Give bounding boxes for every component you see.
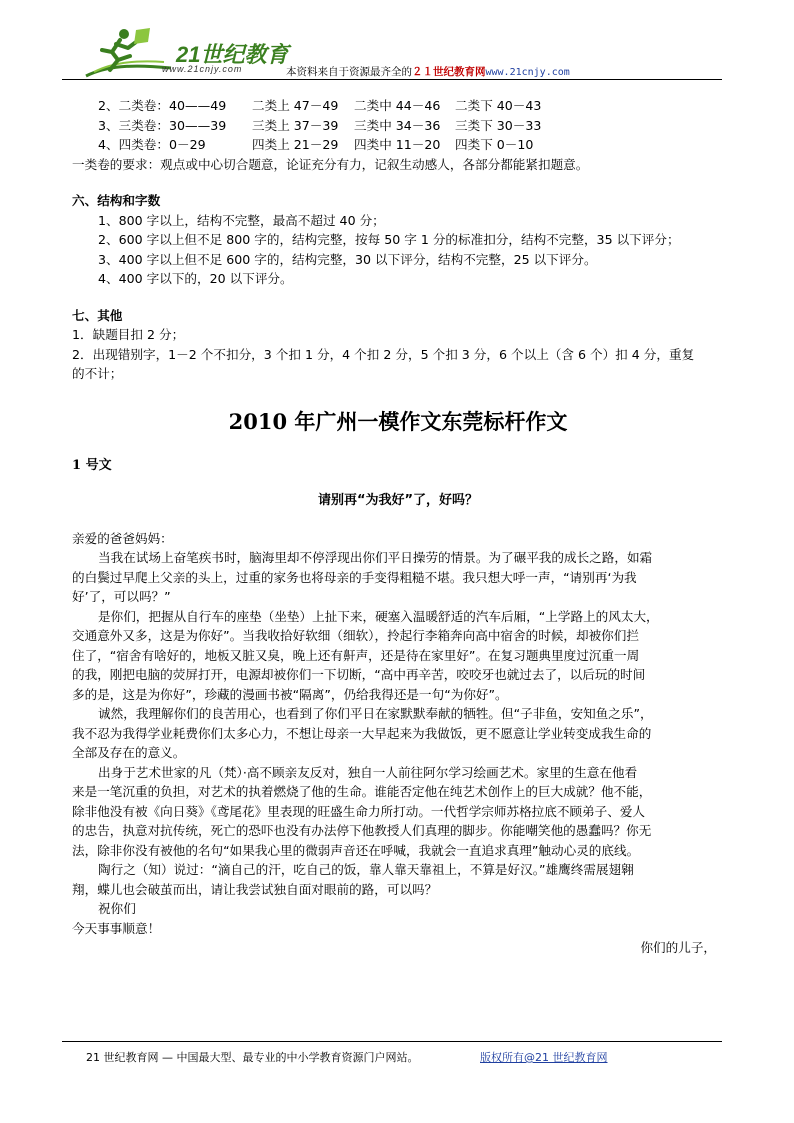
score-lower: 四类下 0－10	[455, 137, 534, 152]
salutation: 亲爱的爸爸妈妈：	[72, 530, 173, 546]
section7-item: 2．出现错别字，1－2 个不扣分，3 个扣 1 分，4 个扣 2 分，5 个扣 3 分，6 个以上（含 6 个）扣 4 分，重复	[72, 346, 695, 362]
essay-line: 我不忍为我得学业耗费你们太多心力，不想让母亲一大早起来为我做饭，更不愿意让学业转变成我生命的	[72, 725, 652, 741]
essay-line: 诚然，我理解你们的良苦用心，也看到了你们平日在家默默奉献的牺牲。但“子非鱼，安知鱼之乐”，	[98, 706, 653, 721]
essay-line: 今天事事顺意！	[72, 920, 161, 936]
essay-line: 好’了，可以吗？”	[72, 589, 171, 604]
essay-line: 陶行之（知）说过：“滴自己的汗，吃自己的饭，靠人靠天靠祖上，不算是好汉。”雄鹰终需展翅翱	[98, 862, 634, 877]
essay-line: 法，除非你没有被他的名句“如果我心里的微弱声音还在呼喊，我就会一直追求真理”触动心灵的底线。	[72, 842, 640, 858]
essay-line: 出身于艺术世家的凡（梵）·高不顾亲友反对，独自一人前往阿尔学习绘画艺术。家里的生意在他看	[98, 764, 638, 780]
footer-divider	[62, 1041, 722, 1042]
section7-heading: 七、其他	[72, 307, 123, 323]
section7-item: 的不计；	[72, 366, 123, 381]
score-middle: 四类中 11－20	[354, 137, 441, 152]
section6-heading: 六、结构和字数	[72, 193, 161, 208]
essay-line: 多的是，这是为你好”，珍藏的漫画书被“隔离”，仍给我得还是一句“为你好”。	[72, 686, 508, 702]
essay-line: 祝你们	[98, 901, 136, 916]
score-row	[72, 96, 724, 116]
footer-text: 21 世纪教育网 — 中国最大型、最专业的中小学教育资源门户网站。	[86, 1051, 419, 1064]
essay-line: 住了，“宿舍有啥好的，地板又脏又臭，晚上还有鼾声，还是待在家里好”。在复习题典里度过沉重一周	[72, 647, 640, 663]
essay-line: 交通意外又多，这是为你好”。当我收拾好软细（细软），拎起行李箱奔向高中宿舍的时候，却被你们拦	[72, 628, 639, 643]
score-grade: 3、三类卷：30——39	[98, 117, 227, 133]
signature: 你们的儿子，	[640, 940, 716, 955]
essay-line: 的白鬓过早爬上父亲的头上，过重的家务也将母亲的手变得粗糙不堪。我只想大呼一声，“请别再‘为我	[72, 569, 637, 585]
score-upper: 四类上 21－29	[252, 137, 339, 152]
essay-line: 当我在试场上奋笔疾书时，脑海里却不停浮现出你们平日操劳的情景。为了碾平我的成长之路，如霜	[98, 550, 653, 565]
score-lower: 二类下 40－43	[455, 98, 542, 113]
logo-name: 21世纪教育	[176, 42, 289, 67]
section7-item: 1．缺题目扣 2 分；	[72, 327, 185, 342]
essay-line: 除非他没有被《向日葵》《鸢尾花》里表现的旺盛生命力所打动。一代哲学宗师苏格拉底不顾弟子、爱人	[72, 803, 646, 819]
class1-requirement: 一类卷的要求：观点或中心切合题意，论证充分有力，记叙生动感人，各部分都能紧扣题意。	[72, 156, 589, 172]
essay-line: 的我，刚把电脑的荧屏打开，电源却被你们一下切断，“高中再辛苦，咬咬牙也就过去了，以后玩的时间	[72, 667, 646, 682]
essay-line: 翔，蝶儿也会破茧而出，请让我尝试独自面对眼前的路，可以吗？	[72, 881, 438, 897]
main-title: 2010 年广州一模作文东莞标杆作文	[228, 408, 568, 434]
score-grade: 2、二类卷：40——49	[98, 98, 227, 113]
score-grade: 4、四类卷：0－29	[98, 137, 206, 152]
essay-title: 请别再“为我好”了，好吗？	[317, 493, 479, 508]
score-middle: 三类中 34－36	[354, 117, 441, 133]
essay-line: 的忠告，执意对抗传统，死亡的恐吓也没有办法停下他教授人们真理的脚步。你能嘲笑他的愚蠢吗？你无	[72, 823, 652, 838]
score-row	[72, 116, 724, 136]
score-middle: 二类中 44－46	[354, 98, 441, 113]
header-prefix: 本资料来自于资源最齐全的	[286, 66, 412, 78]
page-footer	[86, 1049, 608, 1065]
score-row	[72, 135, 724, 155]
logo-url: www.21cnjy.com	[162, 64, 243, 74]
score-lower: 三类下 30－33	[455, 117, 542, 133]
essay-line: 来是一笔沉重的负担，对艺术的执着燃烧了他的生命。谁能否定他在纯艺术创作上的巨大成就？他不能，	[72, 784, 652, 799]
score-upper: 二类上 47－49	[252, 98, 339, 113]
score-upper: 三类上 37－39	[252, 117, 339, 133]
logo	[76, 26, 306, 82]
essay-line: 是你们，把握从自行车的座垫（坐垫）上扯下来，硬塞入温暖舒适的汽车后厢，“上学路上的风太大，	[98, 608, 659, 624]
section6-item: 4、400 字以下的，20 以下评分。	[98, 271, 293, 286]
footer-copyright-link[interactable]: 版权所有@21 世纪教育网	[480, 1051, 608, 1064]
section6-item: 3、400 字以上但不足 600 字的，结构完整，30 以下评分，结构不完整，25 以下评分。	[98, 251, 597, 267]
header-divider	[62, 79, 722, 80]
header-site-url[interactable]: www.21cnjy.com	[485, 67, 570, 78]
section6-item: 1、800 字以上，结构不完整，最高不超过 40 分；	[98, 212, 385, 228]
main-content	[72, 96, 724, 958]
header-source-text	[286, 64, 570, 79]
section6-item: 2、600 字以上但不足 800 字的，结构完整，按每 50 字 1 分的标准扣分，结构不完整，35 以下评分；	[98, 232, 680, 247]
essay-number: 1 号文	[72, 457, 112, 473]
essay-line: 全部及存在的意义。	[72, 745, 186, 760]
page-header	[62, 22, 722, 82]
runner-logo-icon	[76, 26, 176, 82]
header-site-name: ２１世纪教育网	[412, 66, 486, 78]
